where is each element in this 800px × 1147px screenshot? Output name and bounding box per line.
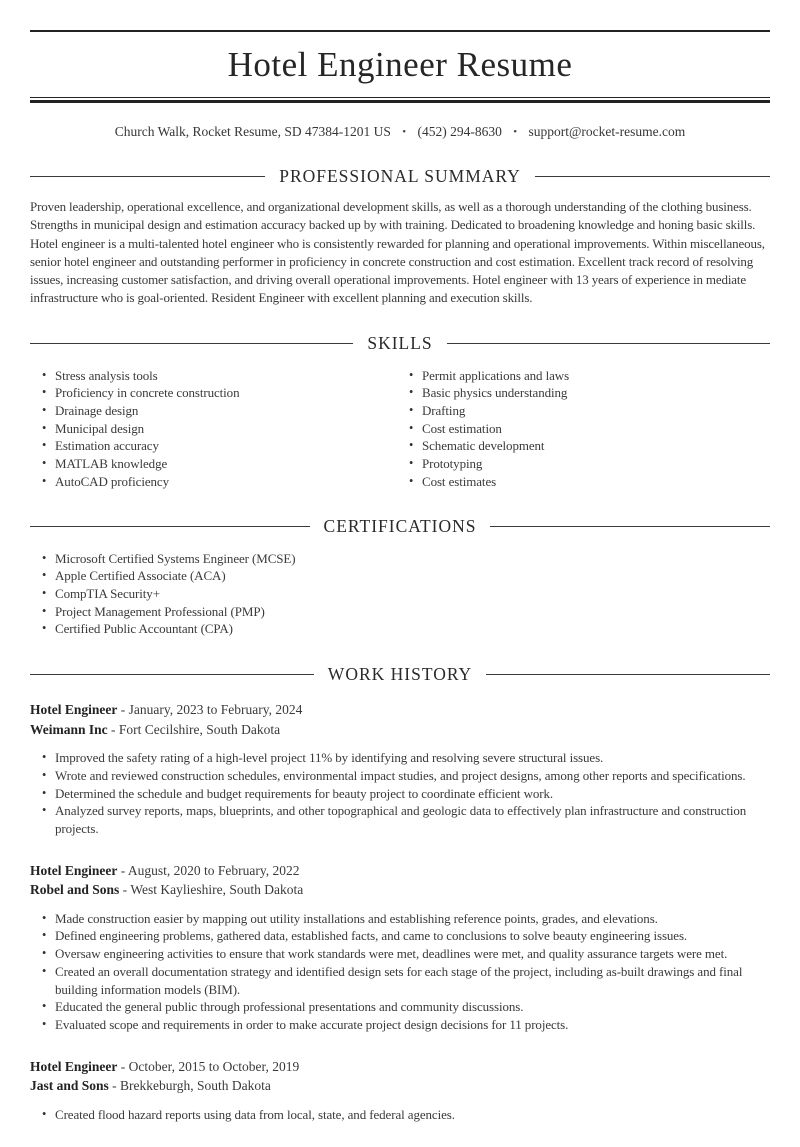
job-bullet: • Wrote and reviewed construction schedules, environmental impact studies, and project designs, among other reports and specifications. — [41, 767, 770, 785]
section-heading-skills — [30, 333, 770, 353]
skills-heading-text: SKILLS — [367, 333, 433, 354]
job-title: Hotel Engineer — [30, 1058, 118, 1074]
job-location: West Kaylieshire, South Dakota — [130, 882, 304, 898]
job-title: Hotel Engineer — [30, 702, 118, 718]
certification-item: • Certified Public Accountant (CPA) — [41, 620, 770, 638]
work-history-list — [30, 700, 770, 1123]
job-bullet: • Analyzed survey reports, maps, blueprints, and other topographical and geologic data to effectively plan infrastructure and construction projects. — [41, 802, 770, 837]
job-title-separator: - — [117, 702, 129, 718]
job-company: Weimann Inc — [30, 721, 108, 737]
job-bullet: • Educated the general public through professional presentations and community discussions. — [41, 998, 770, 1016]
summary-paragraph: Proven leadership, operational excellence, and organizational development skills, as well as a thorough understanding of the clothing business. Strengths in municipal design and estimation accuracy backed up by with training. Dedicated to broadening knowledge and honing basic skills. Hotel engineer is a multi-talented hotel engineer who is consistently rewarded for planning and operational improvements. Within miscellaneous, senior hotel engineer and outstanding performer in proficiency in concrete construction and cost estimation. Excellent track record of resolving issues, increasing customer satisfaction, and driving overall operational improvements. Hotel engineer with 13 years of experience in mediate infrastructure who is goal-oriented. Resident Engineer with excellent planning and execution skills. — [30, 199, 765, 306]
skills-list — [30, 367, 770, 491]
heading-rule-right — [486, 674, 770, 675]
section-heading-certifications — [30, 516, 770, 536]
job-entry — [30, 861, 770, 1034]
job-company-separator: - — [119, 882, 131, 898]
skill-item: • Municipal design — [41, 420, 403, 438]
skill-item: • Schematic development — [408, 437, 770, 455]
skill-item: • Drafting — [408, 402, 770, 420]
job-bullet-list — [30, 910, 770, 1034]
job-title-line — [30, 861, 770, 881]
job-location: Brekkeburgh, South Dakota — [120, 1078, 271, 1094]
job-dates: August, 2020 to February, 2022 — [127, 862, 300, 878]
skill-item: • MATLAB knowledge — [41, 455, 403, 473]
job-location: Fort Cecilshire, South Dakota — [118, 721, 281, 737]
skill-item: • Proficiency in concrete construction — [41, 384, 403, 402]
title-underline-double-rule — [30, 97, 770, 103]
heading-rule-right — [447, 343, 770, 344]
skills-column-left — [30, 367, 403, 491]
job-company-line — [30, 720, 770, 740]
contact-separator-dot: • — [513, 125, 518, 138]
certification-item: • Apple Certified Associate (ACA) — [41, 567, 770, 585]
heading-rule-left — [30, 674, 314, 675]
skill-item: • Cost estimates — [408, 473, 770, 491]
skills-column-right — [403, 367, 770, 491]
skill-item: • Stress analysis tools — [41, 367, 403, 385]
page-title: Hotel Engineer Resume — [227, 45, 573, 84]
job-company-separator: - — [108, 1078, 121, 1094]
job-company: Robel and Sons — [30, 882, 120, 898]
job-title: Hotel Engineer — [30, 862, 118, 878]
job-bullet-list — [30, 1106, 770, 1124]
work-history-heading-text: WORK HISTORY — [327, 664, 473, 685]
section-heading-work-history — [30, 664, 770, 684]
job-company: Jast and Sons — [30, 1078, 109, 1094]
heading-rule-left — [30, 526, 310, 527]
job-entry — [30, 1057, 770, 1124]
skill-item: • Prototyping — [408, 455, 770, 473]
job-bullet: • Evaluated scope and requirements in order to make accurate project design decisions for 11 projects. — [41, 1016, 770, 1034]
skill-item: • Basic physics understanding — [408, 384, 770, 402]
certifications-list — [30, 550, 770, 639]
heading-rule-left — [30, 176, 265, 177]
job-bullet: • Determined the schedule and budget requirements for beauty project to coordinate efficient work. — [41, 785, 770, 803]
job-bullet-list — [30, 749, 770, 838]
heading-rule-right — [490, 526, 770, 527]
job-title-separator: - — [117, 1058, 129, 1074]
job-title-line — [30, 1057, 770, 1077]
heading-rule-left — [30, 343, 353, 344]
job-company-separator: - — [107, 721, 119, 737]
job-company-line — [30, 880, 770, 900]
contact-separator-dot: • — [402, 125, 407, 138]
job-bullet: • Made construction easier by mapping out utility installations and establishing reference points, grades, and elevations. — [41, 910, 770, 928]
job-title-line — [30, 700, 770, 720]
job-company-line — [30, 1076, 770, 1096]
job-dates: October, 2015 to October, 2019 — [128, 1058, 300, 1074]
skill-item: • Permit applications and laws — [408, 367, 770, 385]
certification-item: • CompTIA Security+ — [41, 585, 770, 603]
skill-item: • Cost estimation — [408, 420, 770, 438]
contact-email: support@rocket-resume.com — [528, 123, 686, 139]
certifications-heading-text: CERTIFICATIONS — [323, 516, 477, 537]
certification-item: • Microsoft Certified Systems Engineer (MCSE) — [41, 550, 770, 568]
job-bullet: • Created flood hazard reports using data from local, state, and federal agencies. — [41, 1106, 770, 1124]
job-bullet: • Oversaw engineering activities to ensure that work standards were met, deadlines were met, and quality assurance targets were met. — [41, 945, 770, 963]
skill-item: • Drainage design — [41, 402, 403, 420]
certification-item: • Project Management Professional (PMP) — [41, 603, 770, 621]
top-rule — [30, 30, 770, 32]
job-entry — [30, 700, 770, 838]
summary-heading-text: PROFESSIONAL SUMMARY — [279, 166, 521, 187]
heading-rule-right — [535, 176, 770, 177]
skill-item: • Estimation accuracy — [41, 437, 403, 455]
contact-phone: (452) 294-8630 — [417, 123, 502, 139]
resume-page — [0, 30, 800, 1147]
section-heading-summary — [30, 166, 770, 186]
job-bullet: • Created an overall documentation strategy and identified design sets for each stage of the project, including as-built drawings and final building information models (BIM). — [41, 963, 770, 998]
contact-address: Church Walk, Rocket Resume, SD 47384-1201 US — [114, 123, 391, 139]
job-title-separator: - — [117, 862, 128, 878]
contact-line — [30, 123, 770, 141]
job-bullet: • Improved the safety rating of a high-level project 11% by identifying and resolving severe structural issues. — [41, 749, 770, 767]
job-bullet: • Defined engineering problems, gathered data, established facts, and came to conclusions to solve beauty engineering issues. — [41, 927, 770, 945]
job-dates: January, 2023 to February, 2024 — [128, 702, 303, 718]
skill-item: • AutoCAD proficiency — [41, 473, 403, 491]
